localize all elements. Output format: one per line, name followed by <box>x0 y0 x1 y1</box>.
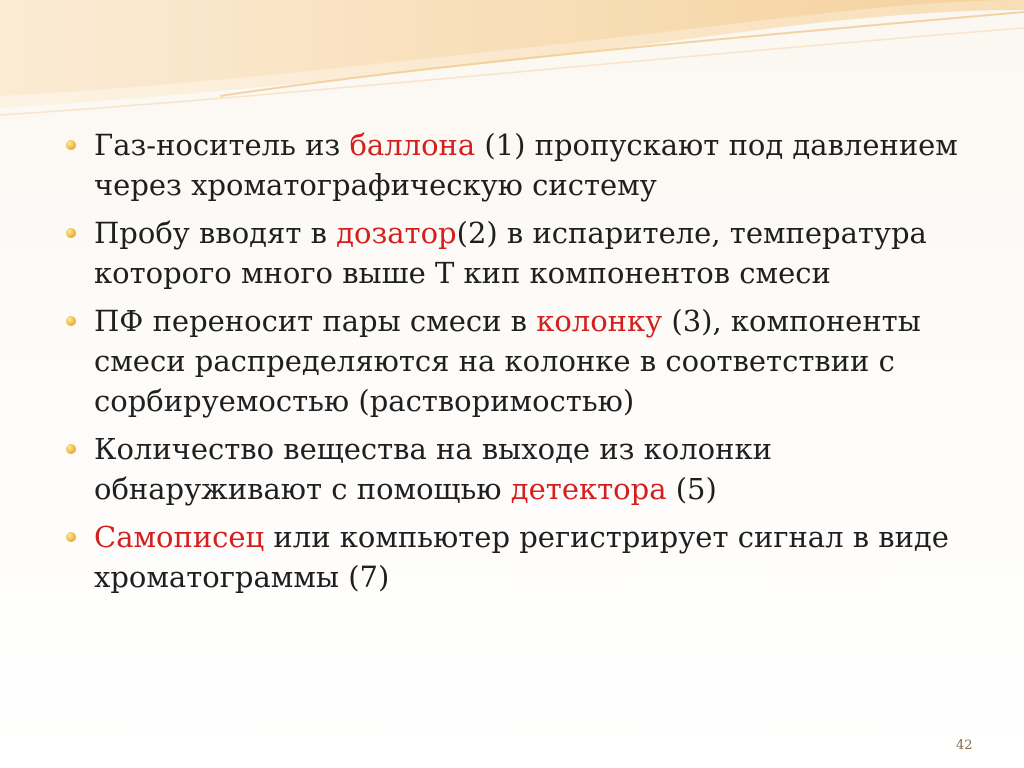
bullet-item <box>66 429 966 509</box>
bullet-item <box>66 125 966 205</box>
bullet-dot-icon <box>66 140 76 150</box>
bullet-text: ПФ переносит пары смеси в <box>94 304 537 338</box>
bullet-text: или компьютер регистрирует сигнал в виде хроматограммы (7) <box>94 520 949 594</box>
bullet-list <box>66 125 966 605</box>
bullet-highlight: баллона <box>349 128 476 162</box>
bullet-highlight: колонку <box>536 304 663 338</box>
bullet-dot-icon <box>66 444 76 454</box>
bullet-highlight: дозатор <box>336 216 457 250</box>
bullet-dot-icon <box>66 316 76 326</box>
bullet-item <box>66 301 966 421</box>
bullet-text: (2) в испарителе, температура которого много выше Т кип компонентов смеси <box>94 216 927 290</box>
header-wave-decoration <box>0 0 1024 140</box>
bullet-dot-icon <box>66 532 76 542</box>
bullet-text: Количество вещества на выходе из колонки обнаруживают с помощью <box>94 432 772 506</box>
bullet-text: (1) пропускают под давлением через хроматографическую систему <box>94 128 958 202</box>
bullet-highlight: Самописец <box>94 520 265 554</box>
bullet-item <box>66 213 966 293</box>
bullet-highlight: детектора <box>510 472 667 506</box>
bullet-text: Газ-носитель из <box>94 128 350 162</box>
bullet-text: (5) <box>666 472 717 506</box>
bullet-item <box>66 517 966 597</box>
bullet-text: Пробу вводят в <box>94 216 337 250</box>
bullet-dot-icon <box>66 228 76 238</box>
bullet-text: (3), компоненты смеси распределяются на колонке в соответствии с сорбируемостью (растворимостью) <box>94 304 921 418</box>
page-number: 42 <box>956 738 973 753</box>
